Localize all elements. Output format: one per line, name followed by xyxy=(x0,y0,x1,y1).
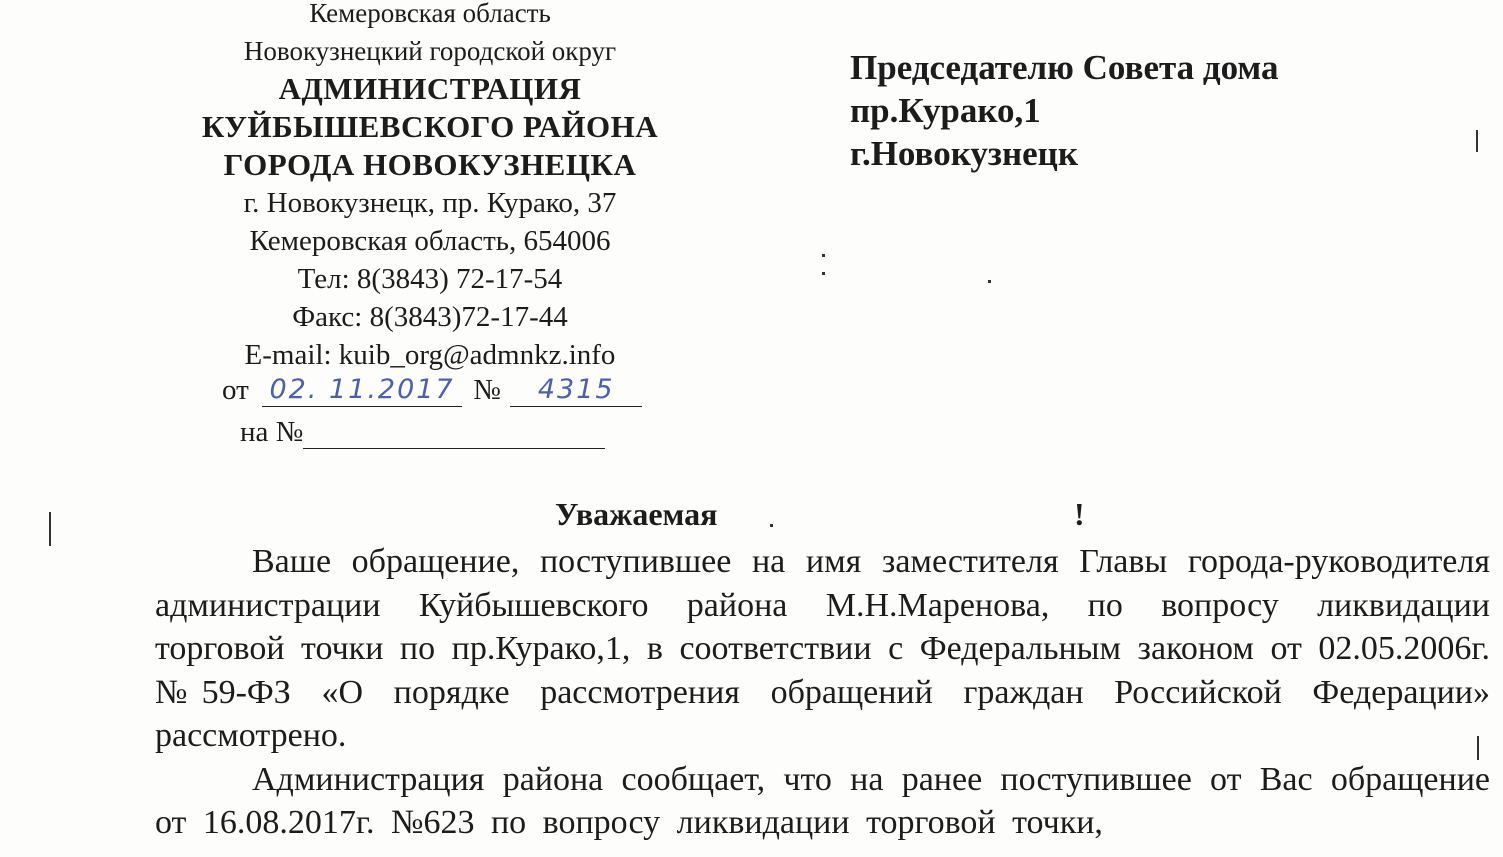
addressee-line-3: г.Новокузнецк xyxy=(850,134,1078,173)
sender-org-line-1: АДМИНИСТРАЦИЯ xyxy=(278,71,582,106)
body-paragraph-1: Ваше обращение, поступившее на имя заместителя Главы города-руководителя администрации Куйбышевского района М.Н.Маренова, по вопросу ликвидации торговой точки по пр.Курако,1, в соответствии с Федеральным законом от 02.05.2006г. №59-ФЗ «О порядке рассмотрения обращений граждан Российской Федерации» рассмотрено. xyxy=(155,543,1490,754)
number-sign: № xyxy=(473,374,501,406)
scan-mark xyxy=(770,524,773,527)
reply-label: на № xyxy=(240,416,304,448)
scan-mark xyxy=(822,254,825,257)
sender-letterhead xyxy=(140,0,720,374)
scan-mark xyxy=(988,280,991,283)
letter-body xyxy=(155,540,1490,845)
scan-mark xyxy=(822,272,825,275)
sender-org-line-2: КУЙБЫШЕВСКОГО РАЙОНА xyxy=(201,109,659,144)
sender-email: E-mail: kuib_org@admnkz.info xyxy=(244,339,616,371)
sender-fax: Факс: 8(3843)72-17-44 xyxy=(292,301,568,333)
sender-org-line-3: ГОРОДА НОВОКУЗНЕЦКА xyxy=(223,147,637,182)
outgoing-reference xyxy=(222,374,642,412)
addressee-line-2: пр.Курако,1 xyxy=(850,91,1041,130)
outgoing-number: 4315 xyxy=(510,374,642,407)
sender-region: Кемеровская область xyxy=(309,0,551,28)
from-label: от xyxy=(222,374,249,406)
reply-number-blank xyxy=(303,416,605,449)
sender-address-region: Кемеровская область, 654006 xyxy=(249,225,611,257)
sender-address: г. Новокузнецк, пр. Курако, 37 xyxy=(243,187,617,219)
sender-phone: Тел: 8(3843) 72-17-54 xyxy=(297,263,563,295)
sender-district: Новокузнецкий городской округ xyxy=(243,36,617,66)
body-paragraph-2: Администрация района сообщает, что на ранее поступившее от Вас обращение от 16.08.2017г. №623 по вопросу ликвидации торговой точки, xyxy=(155,760,1490,841)
reply-reference xyxy=(240,416,605,449)
salutation-word: Уважаемая xyxy=(555,496,718,532)
outgoing-date: 02. 11.2017 xyxy=(262,374,462,407)
salutation-exclamation: ! xyxy=(1074,496,1085,532)
scan-mark xyxy=(1476,130,1478,152)
scan-mark xyxy=(1477,736,1479,760)
addressee-block xyxy=(850,46,1279,175)
addressee-line-1: Председателю Совета дома xyxy=(850,48,1279,87)
scan-mark xyxy=(49,512,51,546)
